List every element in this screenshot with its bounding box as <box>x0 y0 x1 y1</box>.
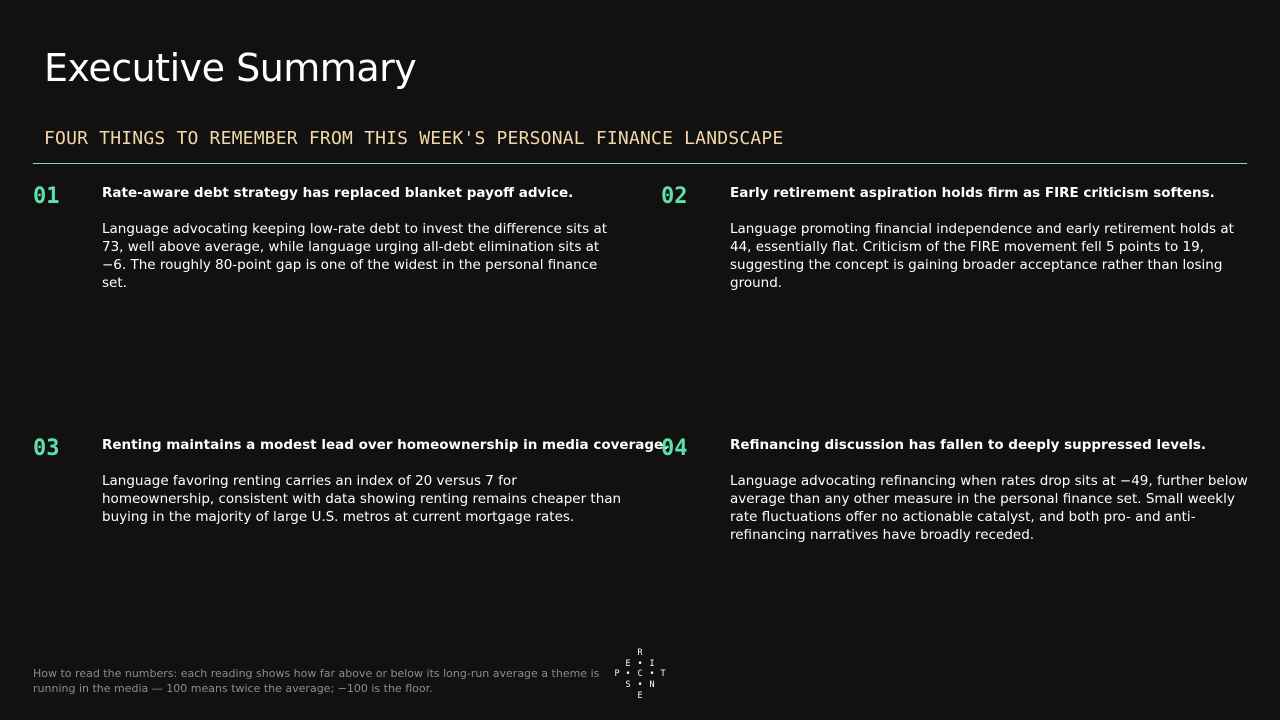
logo-letter: E <box>625 659 631 669</box>
item-body: Language favoring renting carries an index of 20 versus 7 for homeownership, consistent with data showing renting remains cheaper than buying in the majority of large U.S. metros at current mortgage rates. <box>102 473 622 525</box>
logo-letter: I <box>649 659 655 669</box>
item-number: 04 <box>661 436 688 461</box>
item-heading: Renting maintains a modest lead over homeownership in media coverage. <box>102 437 669 453</box>
logo-letter: R <box>637 648 643 658</box>
item-body: Language advocating refinancing when rates drop sits at −49, further below average than any other measure in the personal finance set. Small weekly rate fluctuations offer no actionable catalyst, and both pro- and anti-refinancing narratives have broadly receded. <box>730 473 1248 543</box>
brand-logo <box>612 646 668 702</box>
logo-letter: E <box>637 691 643 701</box>
item-number: 03 <box>33 436 60 461</box>
logo-letter: T <box>660 669 666 679</box>
logo-dot: • <box>637 680 643 690</box>
logo-letter: C <box>637 669 643 679</box>
logo-dot: • <box>649 669 655 679</box>
item-body: Language promoting financial independence and early retirement holds at 44, essentially flat. Criticism of the FIRE movement fell 5 points to 19, suggesting the concept is gaining broader acceptance rather than losing ground. <box>730 221 1234 291</box>
logo-dot: • <box>637 659 643 669</box>
divider <box>33 163 1247 164</box>
logo-letter: P <box>614 669 620 679</box>
page-subtitle: FOUR THINGS TO REMEMBER FROM THIS WEEK'S PERSONAL FINANCE LANDSCAPE <box>44 128 784 149</box>
item-number: 01 <box>33 184 60 209</box>
page-title: Executive Summary <box>44 46 417 90</box>
logo-letter: N <box>649 680 655 690</box>
logo-letter: S <box>625 680 631 690</box>
item-heading: Refinancing discussion has fallen to deeply suppressed levels. <box>730 437 1206 453</box>
item-number: 02 <box>661 184 688 209</box>
logo-dot: • <box>625 669 631 679</box>
item-heading: Early retirement aspiration holds firm as FIRE criticism softens. <box>730 185 1215 201</box>
reading-guide-footnote: How to read the numbers: each reading shows how far above or below its long-run average a theme is running in the media — 100 means twice the average; −100 is the floor. <box>33 667 600 695</box>
item-body: Language advocating keeping low-rate debt to invest the difference sits at 73, well above average, while language urging all-debt elimination sits at −6. The roughly 80-point gap is one of the widest in the personal finance set. <box>102 221 608 291</box>
item-heading: Rate-aware debt strategy has replaced blanket payoff advice. <box>102 185 574 201</box>
